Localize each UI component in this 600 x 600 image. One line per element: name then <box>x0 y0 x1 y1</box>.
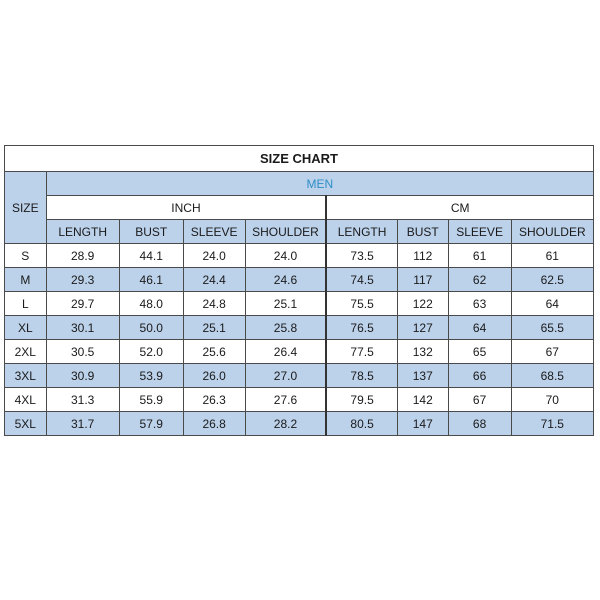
measurement-cell: 30.5 <box>46 340 119 364</box>
measurement-cell: 73.5 <box>326 244 397 268</box>
measurement-cell: 24.0 <box>183 244 245 268</box>
measurement-cell: 137 <box>397 364 448 388</box>
inch-unit-header: INCH <box>46 196 326 220</box>
measurement-cell: 74.5 <box>326 268 397 292</box>
column-header-inch-sleeve: SLEEVE <box>183 220 245 244</box>
table-row <box>5 388 594 412</box>
measurement-cell: 61 <box>511 244 593 268</box>
measurement-cell: 122 <box>397 292 448 316</box>
measurement-cell: 68.5 <box>511 364 593 388</box>
column-header-cm-shoulder: SHOULDER <box>511 220 593 244</box>
measurement-cell: 65 <box>448 340 511 364</box>
size-cell: 4XL <box>5 388 47 412</box>
measurement-cell: 79.5 <box>326 388 397 412</box>
column-header-inch-shoulder: SHOULDER <box>245 220 326 244</box>
measurement-cell: 24.0 <box>245 244 326 268</box>
size-cell: 2XL <box>5 340 47 364</box>
measurement-cell: 61 <box>448 244 511 268</box>
size-column-header: SIZE <box>5 172 47 244</box>
size-cell: L <box>5 292 47 316</box>
measurement-cell: 117 <box>397 268 448 292</box>
measurement-cell: 67 <box>511 340 593 364</box>
measurement-cell: 52.0 <box>119 340 183 364</box>
measurement-cell: 112 <box>397 244 448 268</box>
size-cell: 3XL <box>5 364 47 388</box>
measurement-cell: 26.3 <box>183 388 245 412</box>
measurement-cell: 30.1 <box>46 316 119 340</box>
measurement-cell: 26.4 <box>245 340 326 364</box>
measurement-cell: 31.7 <box>46 412 119 436</box>
measurement-cell: 26.8 <box>183 412 245 436</box>
measurement-cell: 25.1 <box>245 292 326 316</box>
column-header-cm-bust: BUST <box>397 220 448 244</box>
measurement-cell: 71.5 <box>511 412 593 436</box>
column-header-inch-bust: BUST <box>119 220 183 244</box>
cm-unit-header: CM <box>326 196 593 220</box>
measurement-cell: 53.9 <box>119 364 183 388</box>
table-row <box>5 412 594 436</box>
measurement-cell: 28.2 <box>245 412 326 436</box>
measurement-cell: 80.5 <box>326 412 397 436</box>
measurement-cell: 25.8 <box>245 316 326 340</box>
measurement-cell: 44.1 <box>119 244 183 268</box>
size-cell: M <box>5 268 47 292</box>
table-row <box>5 268 594 292</box>
measurement-cell: 132 <box>397 340 448 364</box>
measurement-cell: 77.5 <box>326 340 397 364</box>
measurement-cell: 62.5 <box>511 268 593 292</box>
size-chart-table <box>4 145 594 436</box>
measurement-cell: 75.5 <box>326 292 397 316</box>
measurement-cell: 147 <box>397 412 448 436</box>
measurement-cell: 28.9 <box>46 244 119 268</box>
table-row <box>5 244 594 268</box>
measurement-cell: 63 <box>448 292 511 316</box>
measurement-cell: 62 <box>448 268 511 292</box>
size-cell: S <box>5 244 47 268</box>
table-row <box>5 316 594 340</box>
measurement-cell: 26.0 <box>183 364 245 388</box>
men-group-header: MEN <box>46 172 593 196</box>
measurement-cell: 64 <box>511 292 593 316</box>
measurement-cell: 68 <box>448 412 511 436</box>
measurement-cell: 25.1 <box>183 316 245 340</box>
measurement-cell: 31.3 <box>46 388 119 412</box>
measurement-cell: 57.9 <box>119 412 183 436</box>
column-header-row <box>5 220 594 244</box>
measurement-cell: 55.9 <box>119 388 183 412</box>
measurement-cell: 27.6 <box>245 388 326 412</box>
measurement-cell: 27.0 <box>245 364 326 388</box>
measurement-cell: 46.1 <box>119 268 183 292</box>
measurement-cell: 25.6 <box>183 340 245 364</box>
column-header-cm-sleeve: SLEEVE <box>448 220 511 244</box>
column-header-inch-length: LENGTH <box>46 220 119 244</box>
measurement-cell: 64 <box>448 316 511 340</box>
measurement-cell: 142 <box>397 388 448 412</box>
chart-title: SIZE CHART <box>5 146 594 172</box>
measurement-cell: 67 <box>448 388 511 412</box>
table-row <box>5 364 594 388</box>
measurement-cell: 29.7 <box>46 292 119 316</box>
measurement-cell: 66 <box>448 364 511 388</box>
size-cell: 5XL <box>5 412 47 436</box>
measurement-cell: 50.0 <box>119 316 183 340</box>
measurement-cell: 76.5 <box>326 316 397 340</box>
measurement-cell: 29.3 <box>46 268 119 292</box>
measurement-cell: 30.9 <box>46 364 119 388</box>
measurement-cell: 127 <box>397 316 448 340</box>
size-cell: XL <box>5 316 47 340</box>
table-row <box>5 292 594 316</box>
measurement-cell: 48.0 <box>119 292 183 316</box>
column-header-cm-length: LENGTH <box>326 220 397 244</box>
measurement-cell: 24.4 <box>183 268 245 292</box>
measurement-cell: 65.5 <box>511 316 593 340</box>
measurement-cell: 78.5 <box>326 364 397 388</box>
measurement-cell: 24.8 <box>183 292 245 316</box>
measurement-cell: 70 <box>511 388 593 412</box>
measurement-cell: 24.6 <box>245 268 326 292</box>
table-row <box>5 340 594 364</box>
